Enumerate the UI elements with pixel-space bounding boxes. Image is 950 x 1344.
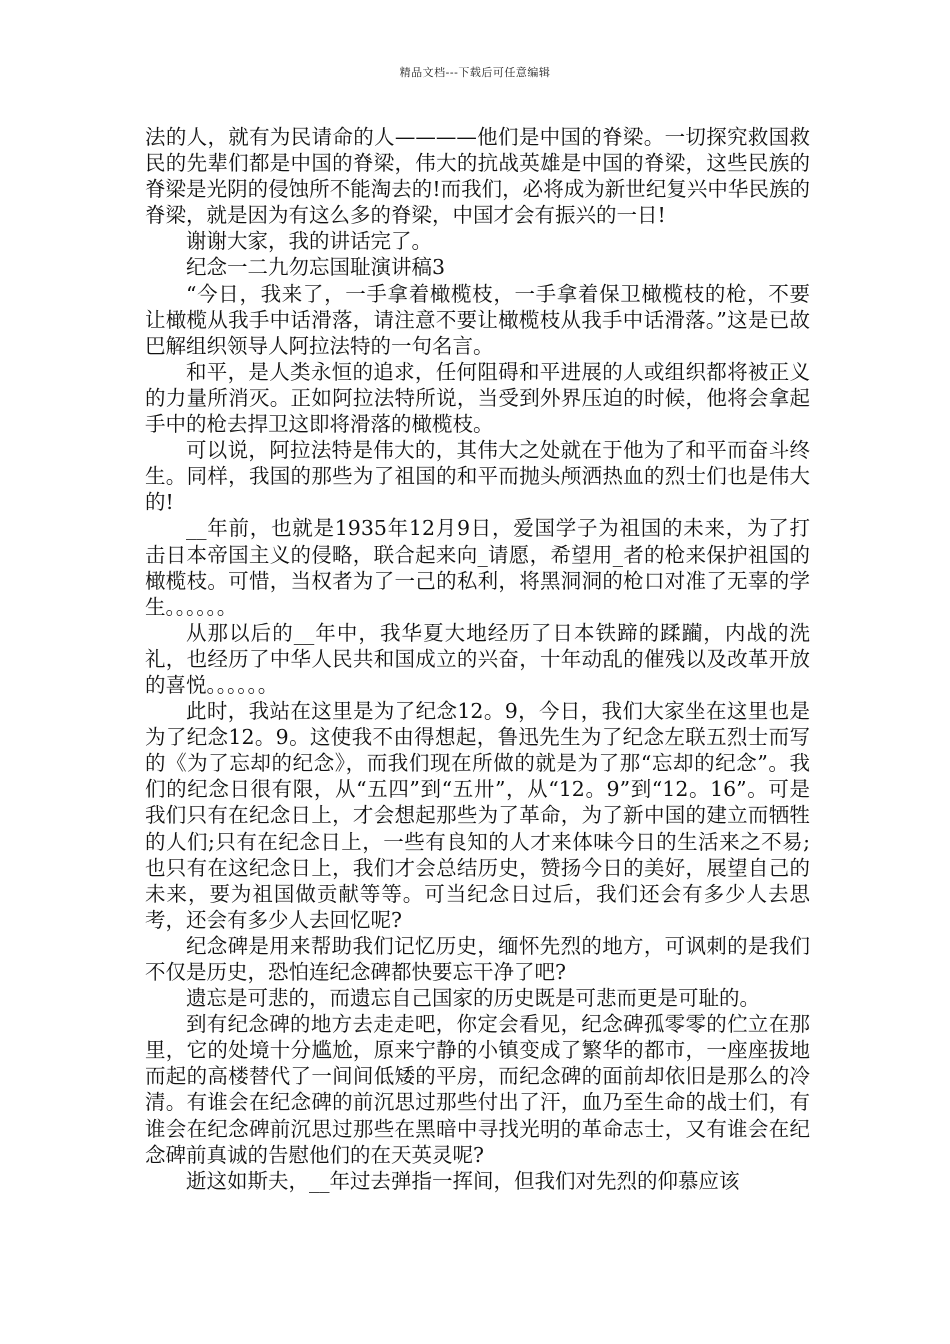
paragraph-2: 谢谢大家，我的讲话完了。 <box>186 229 432 254</box>
paragraph-peace: 和平，是人类永恒的追求，任何阻碍和平进展的人或组织都将被正义的力量所消灭。正如阿拉法特所说，当受到外界压迫的时候，他将会拿起手中的枪去捍卫这即将滑落的橄榄枝。 <box>145 359 810 437</box>
speech-title: 纪念一二九勿忘国耻演讲稿3 <box>186 255 446 280</box>
page-header: 精品文档---下载后可任意编辑 <box>399 66 551 79</box>
paragraph-1935: __年前，也就是1935年12月9日，爱国学子为祖国的未来，为了打击日本帝国主义的侵略，联合起来向_请愿，希望用_者的枪来保护祖国的橄榄枝。可惜，当权者为了一己的私利，将黑洞洞的枪口对准了无辜的学生。。。。。。 <box>145 516 810 619</box>
paragraph-arafat: 可以说，阿拉法特是伟大的，其伟大之处就在于他为了和平而奋斗终生。同样，我国的那些为了祖国的和平而抛头颅洒热血的烈士们也是伟大的! <box>145 438 810 515</box>
paragraph-closing: 逝这如斯夫，__年过去弹指一挥间，但我们对先烈的仰慕应该 <box>186 1168 740 1193</box>
paragraph-commemoration: 此时，我站在这里是为了纪念12。9，今日，我们大家坐在这里也是为了纪念12。9。这使我不由得想起，鲁迅先生为了纪念左联五烈士而写的《为了忘却的纪念》，而我们现在所做的就是为了那“忘却的纪念”。我们的纪念日很有限，从“五四”到“五卅”，从“12。9”到“12。16”。可是我们只有在纪念日上，才会想起那些为了革命，为了新中国的建立而牺牲的人们;只有在纪念日上，一些有良知的人才来体味今日的生活来之不易;也只有在这纪念日上，我们才会总结历史，赞扬今日的美好，展望自己的未来，要为祖国做贡献等等。可当纪念日过后，我们还会有多少人去思考，还会有多少人去回忆呢? <box>145 699 810 932</box>
paragraph-quote: “今日，我来了，一手拿着橄榄枝，一手拿着保卫橄榄枝的枪，不要让橄榄从我手中话滑落，请注意不要让橄榄枝从我手中话滑落。”这是已故巴解组织领导人阿拉法特的一句名言。 <box>145 281 810 358</box>
paragraph-1: 法的人，就有为民请命的人————他们是中国的脊梁。一切探究救国救民的先辈们都是中国的脊梁，伟大的抗战英雄是中国的脊梁，这些民族的脊梁是光阴的侵蚀所不能淘去的!而我们，必将成为新世纪复兴中华民族的脊梁，就是因为有这么多的脊梁，中国才会有振兴的一日! <box>145 125 810 228</box>
paragraph-forgetting: 遗忘是可悲的，而遗忘自己国家的历史既是可悲而更是可耻的。 <box>186 986 760 1011</box>
paragraph-history: 从那以后的__年中，我华夏大地经历了日本铁蹄的蹂躏，内战的洗礼，也经历了中华人民共和国成立的兴奋，十年动乱的催残以及改革开放的喜悦。。。。。。 <box>145 620 810 697</box>
document-body <box>145 124 810 1194</box>
paragraph-monument: 纪念碑是用来帮助我们记忆历史，缅怀先烈的地方，可讽刺的是我们不仅是历史，恐怕连纪念碑都快要忘干净了吧? <box>145 933 810 984</box>
paragraph-visit-monument: 到有纪念碑的地方去走走吧，你定会看见，纪念碑孤零零的伫立在那里，它的处境十分尴尬，原来宁静的小镇变成了繁华的都市，一座座拔地而起的高楼替代了一间间低矮的平房，而纪念碑的面前却依旧是那么的冷清。有谁会在纪念碑的前沉思过那些付出了汗，血乃至生命的战士们，有谁会在纪念碑前沉思过那些在黑暗中寻找光明的革命志士，又有谁会在纪念碑前真诚的告慰他们的在天英灵呢? <box>145 1012 810 1167</box>
